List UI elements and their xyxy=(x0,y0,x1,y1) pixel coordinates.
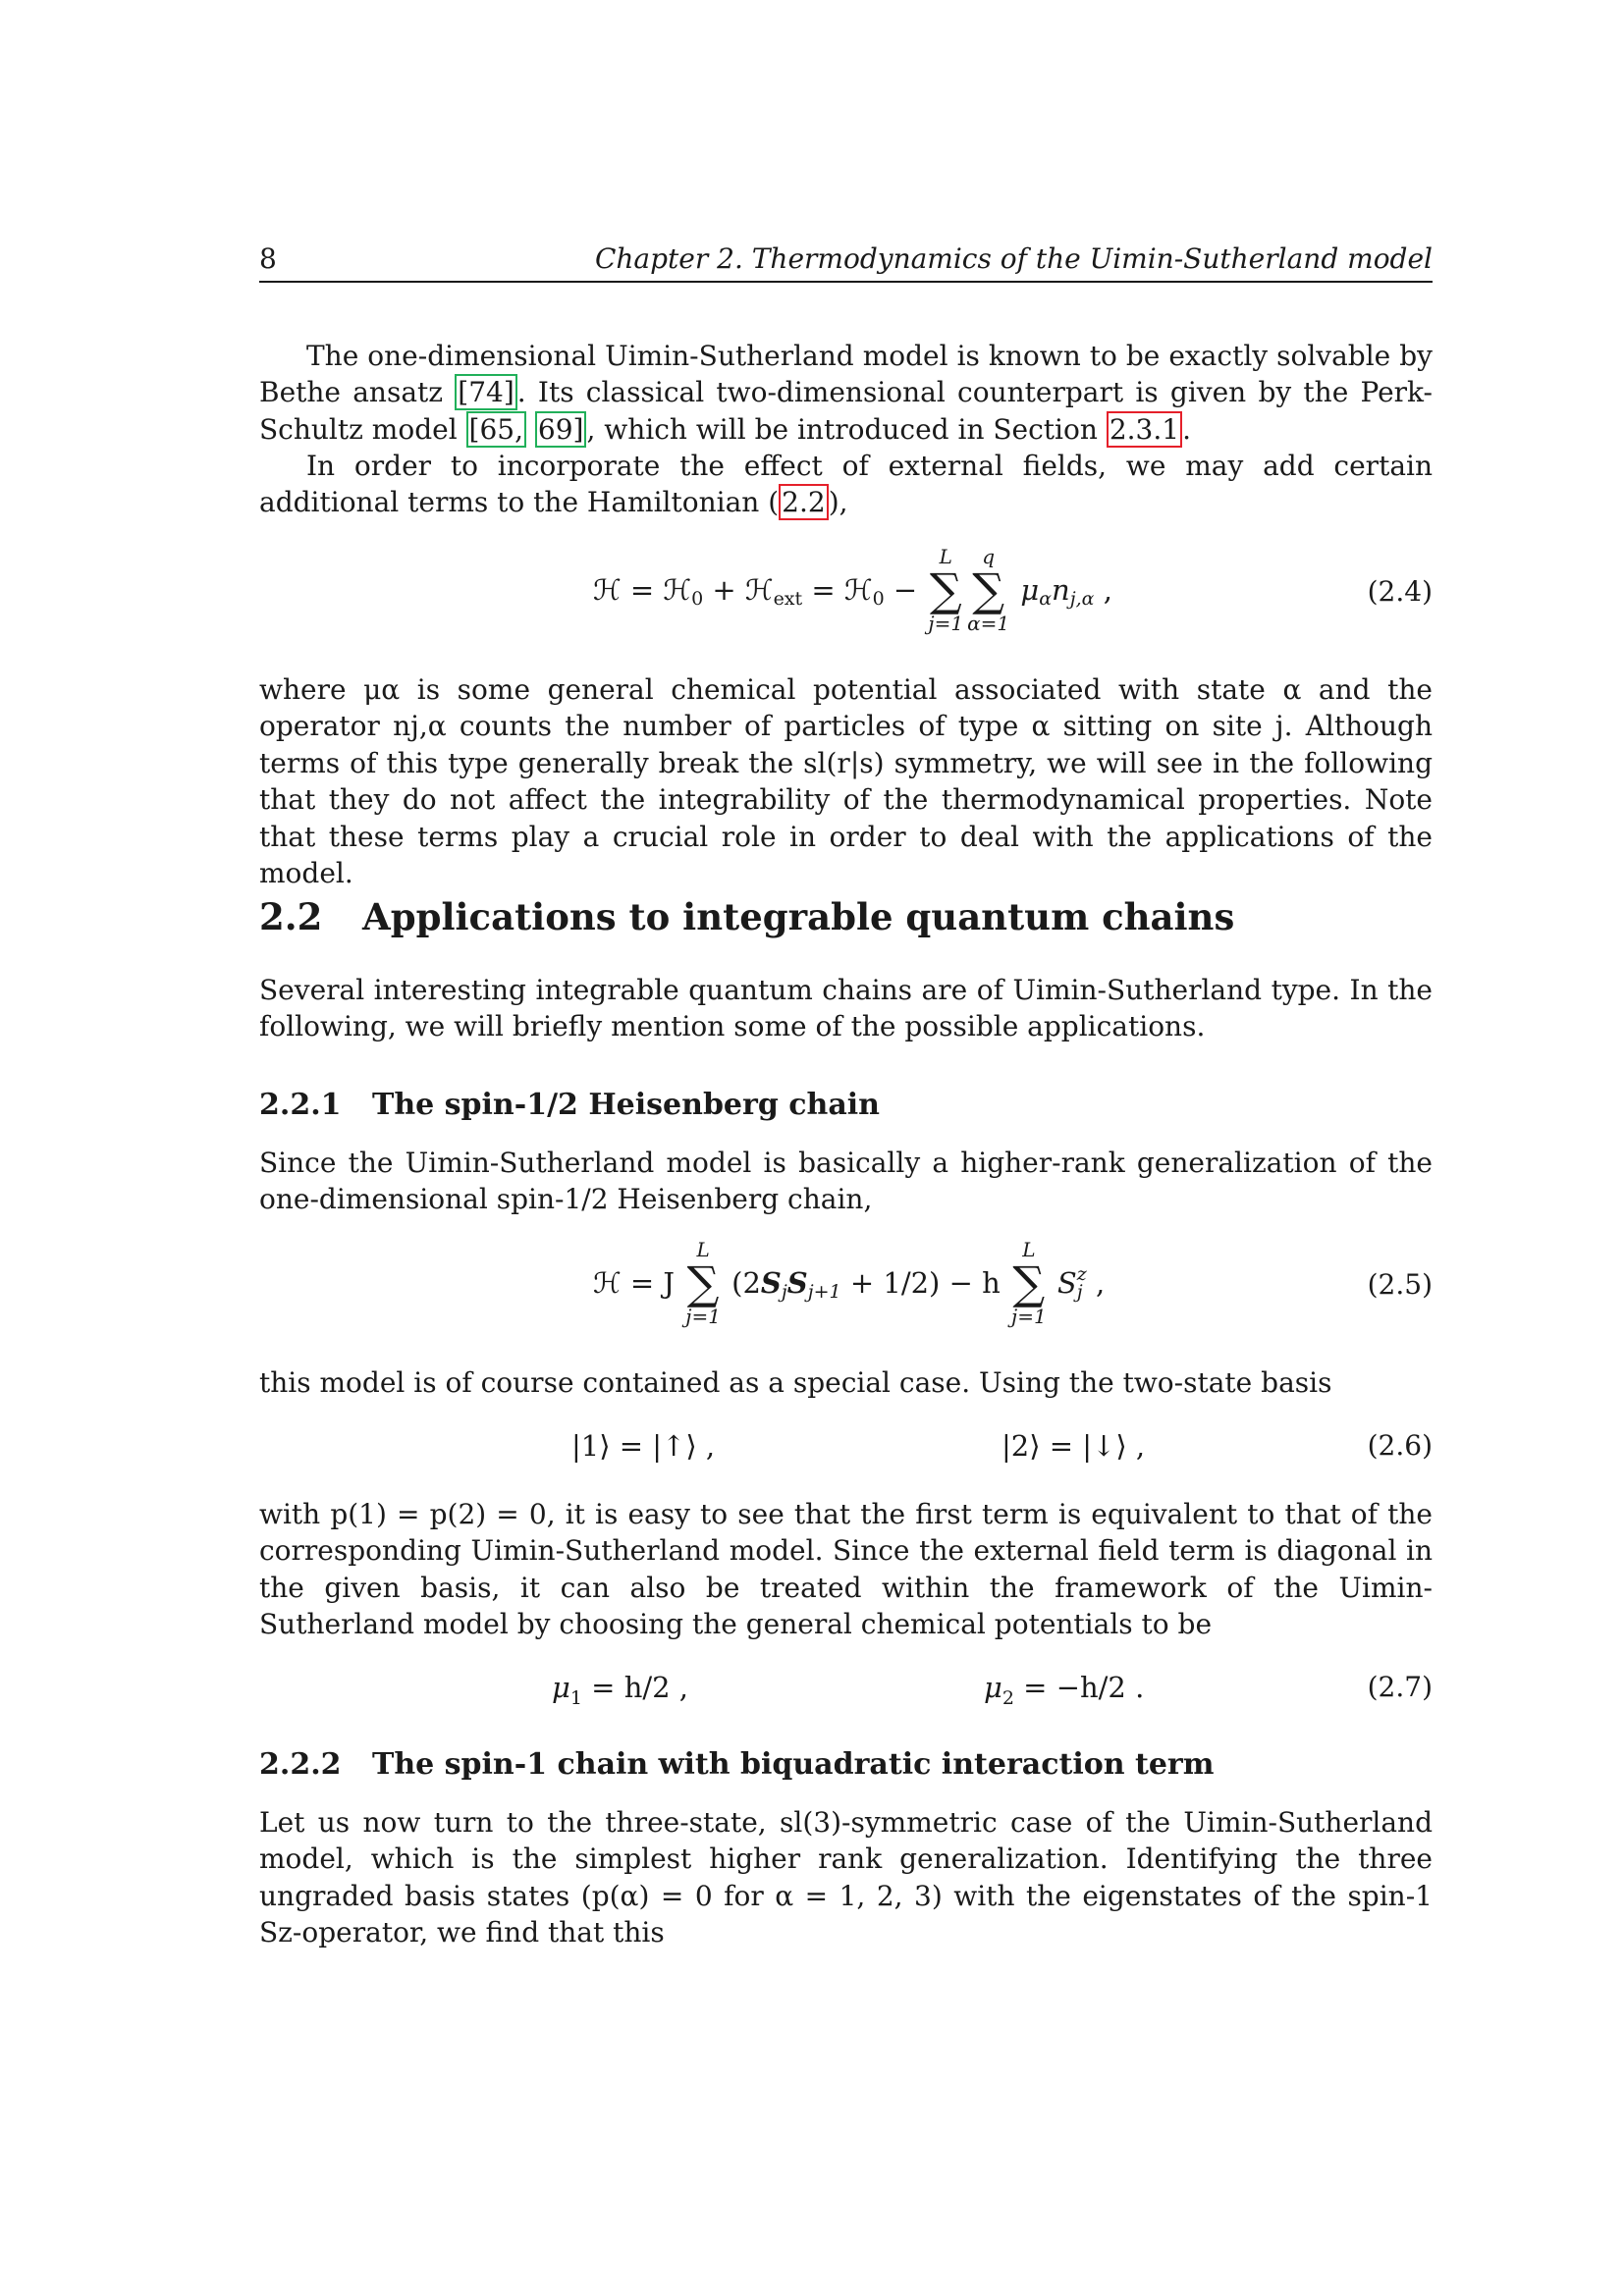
subsection-heading-2-2-2 xyxy=(259,1747,1214,1782)
eq-term: = ℋ xyxy=(802,573,873,607)
equation-2-4 xyxy=(259,546,1433,654)
section-title: The spin-1 chain with biquadratic interaction term xyxy=(372,1747,1215,1782)
section-2-2-1-paragraph-2: this model is of course contained as a special case. Using the two-state basis xyxy=(259,1366,1332,1399)
eq-lhs: ℋ = ℋ xyxy=(593,573,692,607)
citation-link-65[interactable]: [65, xyxy=(466,411,526,448)
intro-paragraph-1 xyxy=(259,338,1433,448)
eq-sub: 1 xyxy=(569,1686,582,1709)
eq-lhs: ℋ = J xyxy=(593,1266,676,1300)
eq-term: + 1/2) − h xyxy=(840,1266,1001,1300)
eq-term: S xyxy=(760,1266,782,1300)
text-run: In order to incorporate the effect of external fields, we may add certain additional terms to the Hamiltonian ( xyxy=(259,450,1433,519)
sigma-symbol: ∑ xyxy=(972,563,1005,616)
eq-term: (2 xyxy=(731,1266,761,1300)
eq-term: μ xyxy=(552,1671,570,1704)
eq-sup: z xyxy=(1076,1263,1087,1285)
text-run: The one-dimensional Uimin-Sutherland model is known to be exactly solvable by Bethe ansatz xyxy=(259,340,1433,409)
eq-sub: α xyxy=(1039,587,1053,610)
section-title: The spin-1/2 Heisenberg chain xyxy=(372,1088,880,1122)
eq-term: , xyxy=(1086,1266,1106,1300)
eq-sub: j xyxy=(781,1280,787,1303)
section-2-2-1-paragraph-1: Since the Uimin-Sutherland model is basically a higher-rank generalization of the one-dimensional spin-1/2 Heisenberg chain, xyxy=(259,1147,1433,1216)
subsection-heading-2-2-1 xyxy=(259,1088,880,1122)
equation-number: (2.4) xyxy=(1367,575,1433,608)
equation-2-7 xyxy=(259,1671,1433,1710)
section-number: 2.2.2 xyxy=(259,1747,342,1782)
text-run: . xyxy=(1182,412,1191,446)
section-number: 2.2.1 xyxy=(259,1088,342,1122)
page-number: 8 xyxy=(259,242,277,275)
running-head xyxy=(259,241,1433,283)
text-run: ), xyxy=(828,486,848,519)
eq-term: + ℋ xyxy=(703,573,774,607)
equation-body xyxy=(593,546,1112,634)
eq-subsup xyxy=(1077,1265,1087,1301)
eq-term: μ xyxy=(984,1671,1002,1704)
sum-operator-j xyxy=(685,1239,721,1327)
intro-paragraph-2 xyxy=(259,448,1433,521)
section-2-2-1-paragraph-3: with p(1) = p(2) = 0, it is easy to see that the first term is equivalent to that of the corresponding Uimin-Sutherland model. Since the external field term is diagonal in the given basis, it can also be treated within the framework of the Uimin-Sutherland model by choosing the general chemical potentials to be xyxy=(259,1498,1433,1641)
eq-term: S xyxy=(786,1266,808,1300)
chemical-potential-2 xyxy=(984,1671,1144,1709)
eq-sub: ext xyxy=(773,587,803,610)
eq-sub: 0 xyxy=(691,587,704,610)
text-run: , which will be introduced in Section xyxy=(586,412,1107,446)
equation-body xyxy=(593,1239,1105,1327)
sum-operator-j xyxy=(1011,1239,1047,1327)
equation-number: (2.5) xyxy=(1367,1268,1433,1301)
section-title: Applications to integrable quantum chains xyxy=(362,895,1235,938)
where-paragraph: where μα is some general chemical potential associated with state α and the operator nj,α counts the number of particles of type α sitting on site j. Although terms of this type generally break the sl(r|s) symmetry, we will see in the following that they do not affect the integrability of the thermodynamical properties. Note that these terms play a crucial role in order to deal with the applications of the model. xyxy=(259,673,1433,890)
sigma-symbol: ∑ xyxy=(929,563,962,616)
chapter-title: Chapter 2. Thermodynamics of the Uimin-Sutherland model xyxy=(594,242,1433,275)
eq-sub: j,α xyxy=(1069,587,1095,610)
sigma-symbol: ∑ xyxy=(686,1256,720,1309)
sum-lower: j=1 xyxy=(1011,1305,1047,1328)
sum-lower: j=1 xyxy=(685,1305,721,1328)
eq-term: = −h/2 . xyxy=(1013,1671,1145,1704)
citation-link-74[interactable]: [74] xyxy=(455,374,516,410)
text-run: . Its classical two-dimensional counterpart is given by the Perk-Schultz model xyxy=(259,376,1433,446)
section-number: 2.2 xyxy=(259,895,323,938)
eq-term: = h/2 , xyxy=(581,1671,689,1704)
sum-lower: α=1 xyxy=(967,612,1010,635)
section-link-2-3-1[interactable]: 2.3.1 xyxy=(1107,411,1182,448)
sum-operator-j xyxy=(928,546,963,634)
chemical-potential-1 xyxy=(552,1671,688,1709)
equation-2-5 xyxy=(259,1239,1433,1347)
sigma-symbol: ∑ xyxy=(1012,1256,1046,1309)
sum-upper: L xyxy=(939,545,952,568)
equation-2-6 xyxy=(259,1429,1433,1468)
section-2-2-2-paragraph-1: Let us now turn to the three-state, sl(3)-symmetric case of the Uimin-Sutherland model, which is the simplest higher rank generalization. Identifying the three ungraded basis states (p(α) = 0 for α = 1, 2, 3) with the eigenstates of the spin-1 Sz-operator, we find that this xyxy=(259,1806,1433,1949)
eq-term: μ xyxy=(1020,573,1040,607)
basis-state-1: |1⟩ = |↑⟩ , xyxy=(571,1429,716,1463)
basis-state-2: |2⟩ = |↓⟩ , xyxy=(1001,1429,1146,1463)
equation-number: (2.6) xyxy=(1367,1429,1433,1462)
section-heading-2-2 xyxy=(259,895,1234,938)
equation-number: (2.7) xyxy=(1367,1671,1433,1703)
sum-upper: L xyxy=(1022,1238,1036,1261)
eq-term: − xyxy=(884,573,927,607)
eq-term: , xyxy=(1094,573,1112,607)
eq-term: S xyxy=(1056,1266,1077,1300)
sum-upper: L xyxy=(696,1238,710,1261)
eq-sub: 0 xyxy=(872,587,885,610)
citation-link-69[interactable]: 69] xyxy=(535,411,587,448)
sum-upper: q xyxy=(982,545,996,568)
eq-sub: j+1 xyxy=(807,1280,841,1303)
eq-sub: j xyxy=(1076,1281,1083,1303)
eq-sub: 2 xyxy=(1001,1686,1014,1709)
eq-term: n xyxy=(1052,573,1070,607)
sum-lower: j=1 xyxy=(928,612,964,635)
section-2-2-intro: Several interesting integrable quantum chains are of Uimin-Sutherland type. In the following, we will briefly mention some of the possible applications. xyxy=(259,974,1433,1043)
equation-link-2-2[interactable]: 2.2 xyxy=(779,484,829,520)
sum-operator-alpha xyxy=(967,546,1009,634)
